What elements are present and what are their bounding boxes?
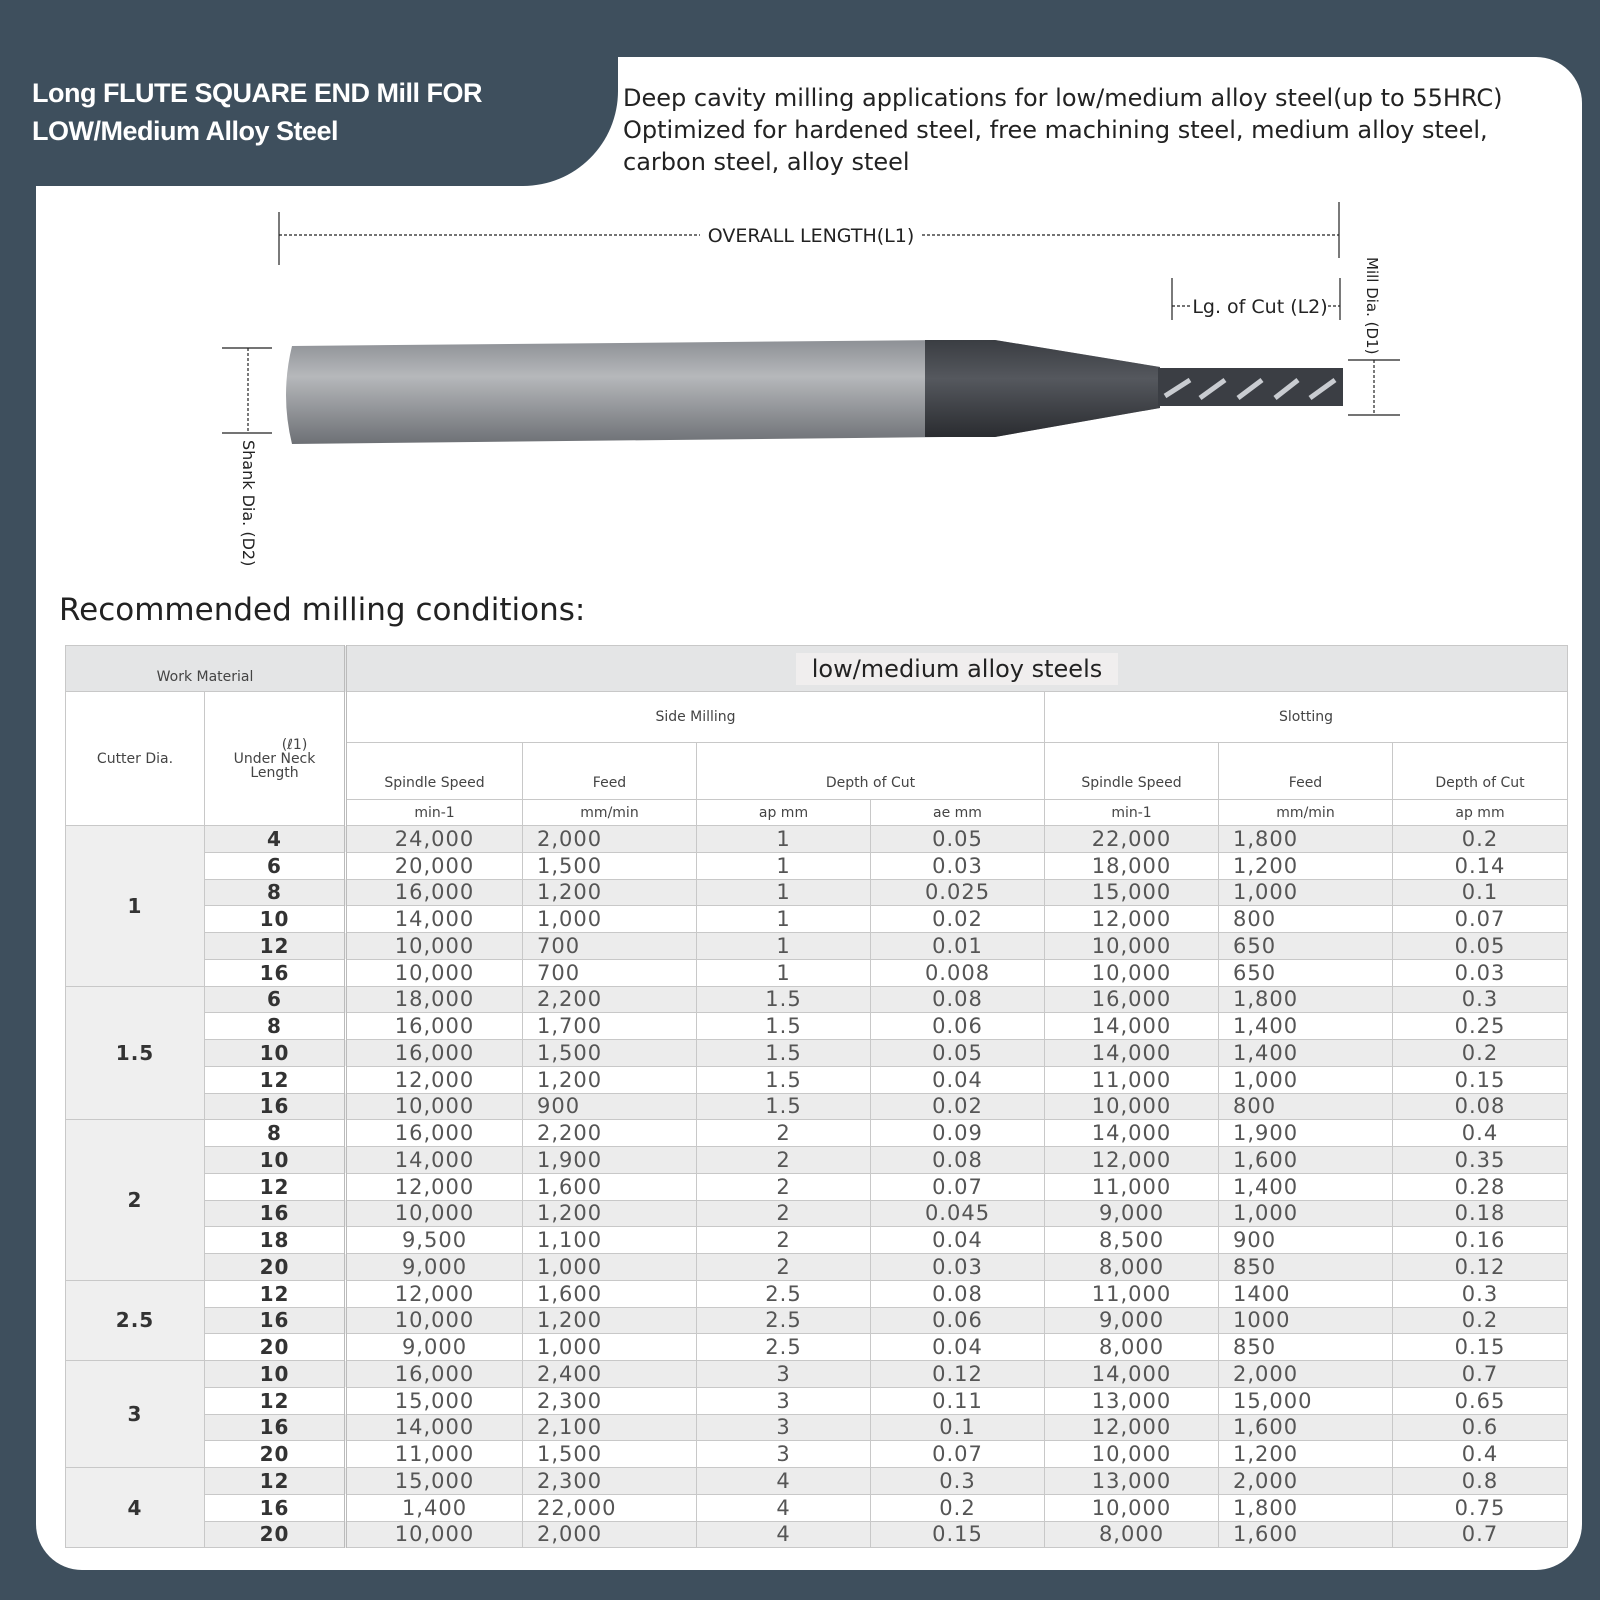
side-ap-cell: 2.5 xyxy=(697,1334,871,1361)
slot-spindle-speed-cell: 10,000 xyxy=(1045,1093,1219,1120)
unit-feed: mm/min xyxy=(1219,800,1393,826)
side-spindle-speed-cell: 12,000 xyxy=(346,1066,523,1093)
side-ap-cell: 1 xyxy=(697,852,871,879)
side-feed-cell: 2,000 xyxy=(523,826,697,853)
slot-spindle-speed-cell: 12,000 xyxy=(1045,1147,1219,1174)
side-ap-cell: 1.5 xyxy=(697,1093,871,1120)
slot-ap-cell: 0.7 xyxy=(1393,1521,1568,1548)
slot-spindle-speed-cell: 12,000 xyxy=(1045,906,1219,933)
under-neck-length-cell: 10 xyxy=(205,1040,346,1067)
side-ae-cell: 0.06 xyxy=(871,1013,1045,1040)
slotting-header: Slotting xyxy=(1045,692,1568,743)
table-row xyxy=(66,906,1568,933)
side-feed-cell: 1,000 xyxy=(523,1254,697,1281)
under-neck-length-cell: 20 xyxy=(205,1441,346,1468)
side-ae-cell: 0.15 xyxy=(871,1521,1045,1548)
slot-spindle-speed-cell: 14,000 xyxy=(1045,1013,1219,1040)
slot-feed-cell: 900 xyxy=(1219,1227,1393,1254)
under-neck-symbol: (ℓ1) xyxy=(281,736,308,753)
under-neck-length-cell: 6 xyxy=(205,986,346,1013)
table-row xyxy=(66,1361,1568,1388)
table-row xyxy=(66,1093,1568,1120)
side-spindle-speed-cell: 1,400 xyxy=(346,1494,523,1521)
side-ap-cell: 1.5 xyxy=(697,986,871,1013)
side-ae-cell: 0.01 xyxy=(871,933,1045,960)
side-ae-cell: 0.025 xyxy=(871,879,1045,906)
slot-feed-cell: 1,400 xyxy=(1219,1013,1393,1040)
side-spindle-speed-cell: 20,000 xyxy=(346,852,523,879)
slot-spindle-speed-cell: 13,000 xyxy=(1045,1468,1219,1495)
slot-spindle-speed-cell: 10,000 xyxy=(1045,959,1219,986)
side-ap-cell: 3 xyxy=(697,1441,871,1468)
side-ae-cell: 0.04 xyxy=(871,1227,1045,1254)
work-material-label: Work Material xyxy=(66,646,346,692)
side-feed-cell: 1,900 xyxy=(523,1147,697,1174)
slot-ap-cell: 0.28 xyxy=(1393,1173,1568,1200)
under-neck-length-cell: 20 xyxy=(205,1521,346,1548)
slot-ap-cell: 0.65 xyxy=(1393,1387,1568,1414)
side-feed-header: Feed xyxy=(523,743,697,800)
side-ae-cell: 0.08 xyxy=(871,1147,1045,1174)
side-feed-cell: 1,700 xyxy=(523,1013,697,1040)
slot-spindle-speed-cell: 14,000 xyxy=(1045,1361,1219,1388)
under-neck-length-cell: 6 xyxy=(205,852,346,879)
slot-feed-cell: 1,400 xyxy=(1219,1040,1393,1067)
side-spindle-speed-cell: 11,000 xyxy=(346,1441,523,1468)
slot-spindle-speed-cell: 8,000 xyxy=(1045,1334,1219,1361)
side-spindle-speed-cell: 10,000 xyxy=(346,933,523,960)
unit-ae: ae mm xyxy=(871,800,1045,826)
cutter-dia-cell: 3 xyxy=(66,1361,205,1468)
slot-ap-cell: 0.16 xyxy=(1393,1227,1568,1254)
cutter-dia-cell: 1.5 xyxy=(66,986,205,1120)
table-row xyxy=(66,1066,1568,1093)
slot-ap-cell: 0.15 xyxy=(1393,1334,1568,1361)
side-feed-cell: 700 xyxy=(523,959,697,986)
table-row xyxy=(66,1280,1568,1307)
slot-feed-cell: 1,600 xyxy=(1219,1521,1393,1548)
slot-spindle-speed-cell: 9,000 xyxy=(1045,1200,1219,1227)
under-neck-length-cell: 10 xyxy=(205,1361,346,1388)
slot-ap-cell: 0.07 xyxy=(1393,906,1568,933)
side-feed-cell: 1,200 xyxy=(523,1200,697,1227)
side-feed-cell: 2,200 xyxy=(523,1120,697,1147)
section-heading: Recommended milling conditions: xyxy=(59,592,586,628)
side-ae-cell: 0.04 xyxy=(871,1066,1045,1093)
under-neck-length-cell: 12 xyxy=(205,1468,346,1495)
table-row xyxy=(66,1147,1568,1174)
side-feed-cell: 2,300 xyxy=(523,1468,697,1495)
unit-feed: mm/min xyxy=(523,800,697,826)
slot-feed-cell: 650 xyxy=(1219,959,1393,986)
under-neck-label: Under Neck Length xyxy=(233,750,316,781)
side-ap-cell: 2 xyxy=(697,1200,871,1227)
slot-spindle-speed-cell: 10,000 xyxy=(1045,1441,1219,1468)
cutter-dia-cell: 1 xyxy=(66,826,205,987)
under-neck-length-cell: 4 xyxy=(205,826,346,853)
side-spindle-speed-cell: 10,000 xyxy=(346,1521,523,1548)
table-row xyxy=(66,852,1568,879)
slot-depth-header: Depth of Cut xyxy=(1393,743,1568,800)
under-neck-length-cell: 16 xyxy=(205,1200,346,1227)
side-feed-cell: 1,000 xyxy=(523,1334,697,1361)
slot-ap-cell: 0.2 xyxy=(1393,1040,1568,1067)
under-neck-header xyxy=(205,692,346,826)
end-mill-dimension-diagram xyxy=(0,190,1600,580)
slot-feed-cell: 850 xyxy=(1219,1254,1393,1281)
cutter-dia-cell: 4 xyxy=(66,1468,205,1548)
slot-ap-cell: 0.18 xyxy=(1393,1200,1568,1227)
slot-feed-cell: 2,000 xyxy=(1219,1468,1393,1495)
side-feed-cell: 2,300 xyxy=(523,1387,697,1414)
table-row xyxy=(66,1254,1568,1281)
table-row xyxy=(66,1173,1568,1200)
table-row xyxy=(66,1387,1568,1414)
side-ap-cell: 2 xyxy=(697,1173,871,1200)
table-row xyxy=(66,1227,1568,1254)
slot-ap-cell: 0.3 xyxy=(1393,986,1568,1013)
slot-spindle-speed-cell: 9,000 xyxy=(1045,1307,1219,1334)
slot-feed-cell: 800 xyxy=(1219,906,1393,933)
slot-spindle-speed-cell: 8,500 xyxy=(1045,1227,1219,1254)
side-ap-cell: 1.5 xyxy=(697,1040,871,1067)
side-depth-header: Depth of Cut xyxy=(697,743,1045,800)
table-row xyxy=(66,1521,1568,1548)
slot-feed-cell: 1,600 xyxy=(1219,1147,1393,1174)
table-row xyxy=(66,1334,1568,1361)
side-ap-cell: 4 xyxy=(697,1521,871,1548)
table-row xyxy=(66,986,1568,1013)
slot-ap-cell: 0.4 xyxy=(1393,1120,1568,1147)
under-neck-length-cell: 16 xyxy=(205,959,346,986)
side-ae-cell: 0.07 xyxy=(871,1441,1045,1468)
product-title: Long FLUTE SQUARE END Mill FOR LOW/Medium Alloy Steel xyxy=(32,78,482,146)
side-ae-cell: 0.3 xyxy=(871,1468,1045,1495)
side-feed-cell: 2,000 xyxy=(523,1521,697,1548)
slot-ap-cell: 0.3 xyxy=(1393,1280,1568,1307)
side-spindle-speed-cell: 14,000 xyxy=(346,1147,523,1174)
under-neck-length-cell: 8 xyxy=(205,1120,346,1147)
side-ae-cell: 0.03 xyxy=(871,852,1045,879)
under-neck-length-cell: 10 xyxy=(205,906,346,933)
side-feed-cell: 1,000 xyxy=(523,906,697,933)
side-spindle-header: Spindle Speed xyxy=(346,743,523,800)
under-neck-length-cell: 12 xyxy=(205,1066,346,1093)
cutter-dia-cell: 2.5 xyxy=(66,1280,205,1360)
slot-spindle-speed-cell: 10,000 xyxy=(1045,933,1219,960)
slot-feed-cell: 1,000 xyxy=(1219,1066,1393,1093)
under-neck-length-cell: 12 xyxy=(205,1173,346,1200)
side-ae-cell: 0.05 xyxy=(871,1040,1045,1067)
side-feed-cell: 2,100 xyxy=(523,1414,697,1441)
side-ae-cell: 0.12 xyxy=(871,1361,1045,1388)
side-ae-cell: 0.02 xyxy=(871,906,1045,933)
side-spindle-speed-cell: 9,000 xyxy=(346,1254,523,1281)
slot-ap-cell: 0.15 xyxy=(1393,1066,1568,1093)
slot-feed-cell: 1,900 xyxy=(1219,1120,1393,1147)
side-milling-header: Side Milling xyxy=(346,692,1045,743)
slot-spindle-speed-cell: 18,000 xyxy=(1045,852,1219,879)
side-ae-cell: 0.045 xyxy=(871,1200,1045,1227)
slot-feed-cell: 1,800 xyxy=(1219,826,1393,853)
side-feed-cell: 22,000 xyxy=(523,1494,697,1521)
under-neck-length-cell: 20 xyxy=(205,1254,346,1281)
overall-length-label: OVERALL LENGTH(L1) xyxy=(707,225,915,247)
side-feed-cell: 1,200 xyxy=(523,879,697,906)
slot-feed-cell: 1,800 xyxy=(1219,986,1393,1013)
side-feed-cell: 900 xyxy=(523,1093,697,1120)
slot-spindle-speed-cell: 11,000 xyxy=(1045,1066,1219,1093)
under-neck-length-cell: 10 xyxy=(205,1147,346,1174)
slot-feed-cell: 1400 xyxy=(1219,1280,1393,1307)
side-ap-cell: 1 xyxy=(697,959,871,986)
slot-ap-cell: 0.14 xyxy=(1393,852,1568,879)
slot-feed-cell: 850 xyxy=(1219,1334,1393,1361)
side-ap-cell: 1 xyxy=(697,826,871,853)
slot-feed-cell: 1,200 xyxy=(1219,852,1393,879)
slot-spindle-speed-cell: 13,000 xyxy=(1045,1387,1219,1414)
side-ap-cell: 3 xyxy=(697,1414,871,1441)
side-ae-cell: 0.09 xyxy=(871,1120,1045,1147)
side-ap-cell: 2.5 xyxy=(697,1280,871,1307)
side-ap-cell: 3 xyxy=(697,1361,871,1388)
side-ae-cell: 0.07 xyxy=(871,1173,1045,1200)
slot-feed-cell: 2,000 xyxy=(1219,1361,1393,1388)
slot-ap-cell: 0.75 xyxy=(1393,1494,1568,1521)
slot-ap-cell: 0.4 xyxy=(1393,1441,1568,1468)
slot-ap-cell: 0.2 xyxy=(1393,1307,1568,1334)
side-feed-cell: 2,200 xyxy=(523,986,697,1013)
side-ap-cell: 4 xyxy=(697,1494,871,1521)
milling-conditions-table xyxy=(65,645,1568,1548)
slot-spindle-speed-cell: 22,000 xyxy=(1045,826,1219,853)
table-row xyxy=(66,933,1568,960)
side-ae-cell: 0.03 xyxy=(871,1254,1045,1281)
slot-spindle-speed-cell: 15,000 xyxy=(1045,879,1219,906)
slot-spindle-speed-cell: 14,000 xyxy=(1045,1040,1219,1067)
side-spindle-speed-cell: 9,500 xyxy=(346,1227,523,1254)
slot-spindle-speed-cell: 8,000 xyxy=(1045,1521,1219,1548)
side-spindle-speed-cell: 12,000 xyxy=(346,1280,523,1307)
under-neck-length-cell: 20 xyxy=(205,1334,346,1361)
unit-ap: ap mm xyxy=(697,800,871,826)
side-ap-cell: 3 xyxy=(697,1387,871,1414)
table-row xyxy=(66,1120,1568,1147)
material-name: low/medium alloy steels xyxy=(796,653,1119,685)
side-ap-cell: 2 xyxy=(697,1147,871,1174)
side-feed-cell: 1,500 xyxy=(523,1040,697,1067)
side-feed-cell: 1,200 xyxy=(523,1066,697,1093)
slot-feed-cell: 1000 xyxy=(1219,1307,1393,1334)
side-ap-cell: 1 xyxy=(697,933,871,960)
table-row xyxy=(66,1013,1568,1040)
side-ap-cell: 2 xyxy=(697,1227,871,1254)
slot-ap-cell: 0.05 xyxy=(1393,933,1568,960)
side-feed-cell: 1,200 xyxy=(523,1307,697,1334)
side-ap-cell: 2.5 xyxy=(697,1307,871,1334)
mill-dia-label: Mill Dia. (D1) xyxy=(1363,257,1381,355)
side-spindle-speed-cell: 14,000 xyxy=(346,906,523,933)
side-spindle-speed-cell: 10,000 xyxy=(346,1307,523,1334)
unit-ap: ap mm xyxy=(1393,800,1568,826)
cutter-dia-cell: 2 xyxy=(66,1120,205,1281)
side-spindle-speed-cell: 10,000 xyxy=(346,1093,523,1120)
slot-feed-cell: 800 xyxy=(1219,1093,1393,1120)
slot-feed-header: Feed xyxy=(1219,743,1393,800)
slot-feed-cell: 1,200 xyxy=(1219,1441,1393,1468)
slot-ap-cell: 0.35 xyxy=(1393,1147,1568,1174)
length-of-cut-label: Lg. of Cut (L2) xyxy=(1192,296,1328,318)
slot-feed-cell: 1,600 xyxy=(1219,1414,1393,1441)
table-row xyxy=(66,826,1568,853)
slot-ap-cell: 0.8 xyxy=(1393,1468,1568,1495)
slot-ap-cell: 0.6 xyxy=(1393,1414,1568,1441)
side-ae-cell: 0.08 xyxy=(871,986,1045,1013)
side-ap-cell: 1.5 xyxy=(697,1013,871,1040)
table-row xyxy=(66,1307,1568,1334)
side-ap-cell: 2 xyxy=(697,1254,871,1281)
side-ap-cell: 1.5 xyxy=(697,1066,871,1093)
slot-spindle-speed-cell: 11,000 xyxy=(1045,1280,1219,1307)
slot-feed-cell: 1,000 xyxy=(1219,879,1393,906)
slot-ap-cell: 0.2 xyxy=(1393,826,1568,853)
slot-ap-cell: 0.1 xyxy=(1393,879,1568,906)
side-spindle-speed-cell: 14,000 xyxy=(346,1414,523,1441)
slot-ap-cell: 0.7 xyxy=(1393,1361,1568,1388)
under-neck-length-cell: 16 xyxy=(205,1093,346,1120)
slot-spindle-header: Spindle Speed xyxy=(1045,743,1219,800)
side-ae-cell: 0.05 xyxy=(871,826,1045,853)
slot-ap-cell: 0.12 xyxy=(1393,1254,1568,1281)
table-row xyxy=(66,1040,1568,1067)
side-ae-cell: 0.02 xyxy=(871,1093,1045,1120)
slot-feed-cell: 1,400 xyxy=(1219,1173,1393,1200)
side-spindle-speed-cell: 15,000 xyxy=(346,1468,523,1495)
table-row xyxy=(66,1441,1568,1468)
side-feed-cell: 1,600 xyxy=(523,1173,697,1200)
table-row xyxy=(66,1414,1568,1441)
unit-rpm: min-1 xyxy=(1045,800,1219,826)
under-neck-length-cell: 8 xyxy=(205,1013,346,1040)
side-ae-cell: 0.008 xyxy=(871,959,1045,986)
side-feed-cell: 1,600 xyxy=(523,1280,697,1307)
unit-rpm: min-1 xyxy=(346,800,523,826)
side-spindle-speed-cell: 9,000 xyxy=(346,1334,523,1361)
slot-spindle-speed-cell: 12,000 xyxy=(1045,1414,1219,1441)
slot-spindle-speed-cell: 8,000 xyxy=(1045,1254,1219,1281)
side-spindle-speed-cell: 16,000 xyxy=(346,1040,523,1067)
side-spindle-speed-cell: 16,000 xyxy=(346,879,523,906)
side-spindle-speed-cell: 15,000 xyxy=(346,1387,523,1414)
side-feed-cell: 1,500 xyxy=(523,852,697,879)
under-neck-length-cell: 12 xyxy=(205,1280,346,1307)
slot-feed-cell: 1,000 xyxy=(1219,1200,1393,1227)
under-neck-length-cell: 16 xyxy=(205,1414,346,1441)
slot-ap-cell: 0.08 xyxy=(1393,1093,1568,1120)
table-row xyxy=(66,1494,1568,1521)
side-feed-cell: 2,400 xyxy=(523,1361,697,1388)
table-row xyxy=(66,1468,1568,1495)
side-ae-cell: 0.08 xyxy=(871,1280,1045,1307)
side-spindle-speed-cell: 12,000 xyxy=(346,1173,523,1200)
table-body xyxy=(66,826,1568,1548)
side-ap-cell: 1 xyxy=(697,906,871,933)
cutter-dia-header: Cutter Dia. xyxy=(66,692,205,826)
table-row xyxy=(66,879,1568,906)
side-ae-cell: 0.04 xyxy=(871,1334,1045,1361)
side-spindle-speed-cell: 10,000 xyxy=(346,959,523,986)
product-description: Deep cavity milling applications for low/medium alloy steel(up to 55HRC) Optimized for hardened steel, free machining steel, medium alloy steel, carbon steel, alloy steel xyxy=(623,84,1503,176)
side-ap-cell: 1 xyxy=(697,879,871,906)
side-ae-cell: 0.06 xyxy=(871,1307,1045,1334)
under-neck-length-cell: 18 xyxy=(205,1227,346,1254)
side-ap-cell: 4 xyxy=(697,1468,871,1495)
side-spindle-speed-cell: 10,000 xyxy=(346,1200,523,1227)
side-spindle-speed-cell: 16,000 xyxy=(346,1120,523,1147)
table-row xyxy=(66,1200,1568,1227)
side-spindle-speed-cell: 16,000 xyxy=(346,1013,523,1040)
slot-spindle-speed-cell: 14,000 xyxy=(1045,1120,1219,1147)
table-row xyxy=(66,959,1568,986)
slot-ap-cell: 0.03 xyxy=(1393,959,1568,986)
slot-ap-cell: 0.25 xyxy=(1393,1013,1568,1040)
side-spindle-speed-cell: 18,000 xyxy=(346,986,523,1013)
side-spindle-speed-cell: 24,000 xyxy=(346,826,523,853)
under-neck-length-cell: 12 xyxy=(205,1387,346,1414)
slot-feed-cell: 650 xyxy=(1219,933,1393,960)
slot-feed-cell: 1,800 xyxy=(1219,1494,1393,1521)
under-neck-length-cell: 8 xyxy=(205,879,346,906)
under-neck-length-cell: 16 xyxy=(205,1494,346,1521)
side-ap-cell: 2 xyxy=(697,1120,871,1147)
slot-spindle-speed-cell: 10,000 xyxy=(1045,1494,1219,1521)
side-feed-cell: 1,500 xyxy=(523,1441,697,1468)
side-feed-cell: 1,100 xyxy=(523,1227,697,1254)
under-neck-length-cell: 16 xyxy=(205,1307,346,1334)
side-ae-cell: 0.2 xyxy=(871,1494,1045,1521)
side-spindle-speed-cell: 16,000 xyxy=(346,1361,523,1388)
under-neck-length-cell: 12 xyxy=(205,933,346,960)
side-ae-cell: 0.1 xyxy=(871,1414,1045,1441)
neck xyxy=(925,340,1160,437)
shank-dia-label: Shank Dia. (D2) xyxy=(239,440,258,567)
slot-feed-cell: 15,000 xyxy=(1219,1387,1393,1414)
side-feed-cell: 700 xyxy=(523,933,697,960)
slot-spindle-speed-cell: 16,000 xyxy=(1045,986,1219,1013)
side-ae-cell: 0.11 xyxy=(871,1387,1045,1414)
slot-spindle-speed-cell: 11,000 xyxy=(1045,1173,1219,1200)
